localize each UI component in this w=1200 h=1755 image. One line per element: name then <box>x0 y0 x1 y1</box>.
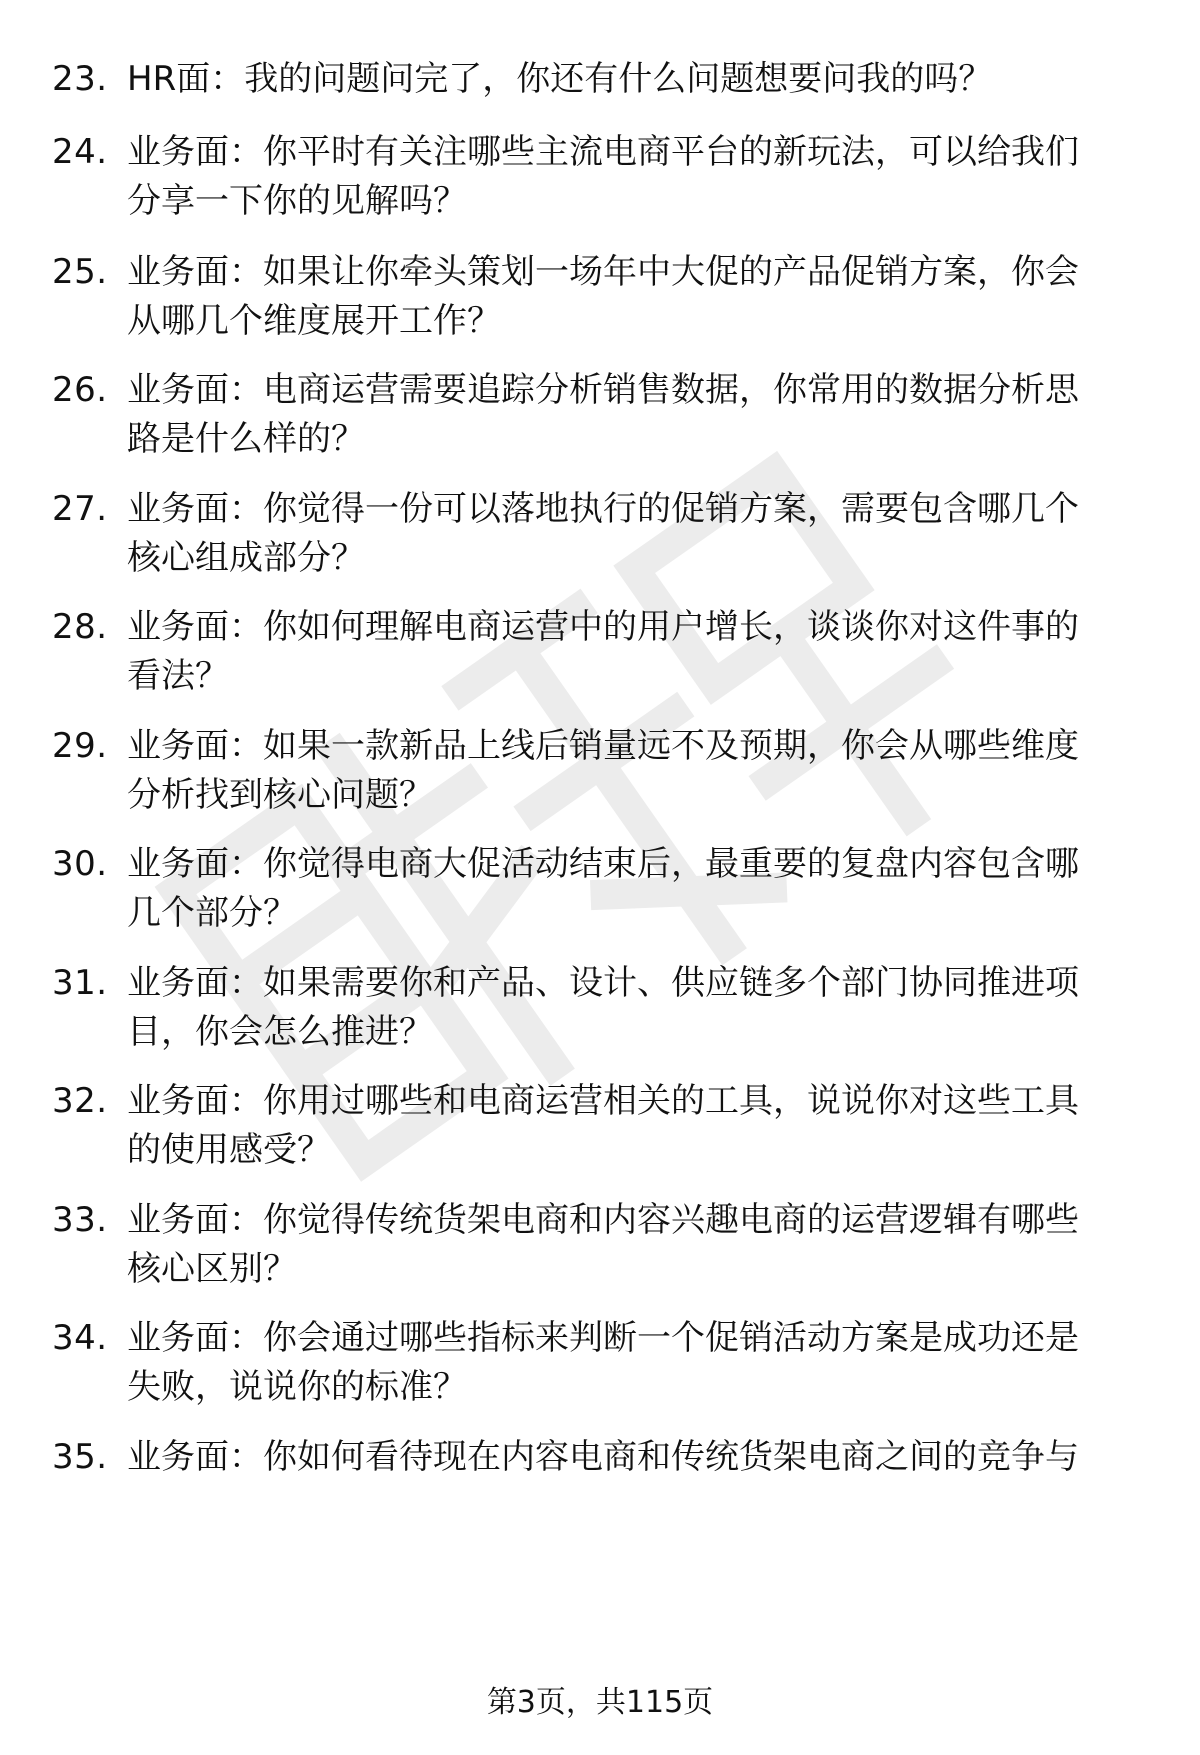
item-number: 30. <box>52 844 108 884</box>
item-number: 35. <box>52 1437 108 1477</box>
item-number: 34. <box>52 1318 108 1358</box>
question-text: 业务面：如果需要你和产品、设计、供应链多个部门协同推进项 目，你会怎么推进？ <box>127 963 1079 1052</box>
question-text: HR面：我的问题问完了，你还有什么问题想要问我的吗？ <box>127 59 993 99</box>
question-text: 业务面：如果一款新品上线后销量远不及预期，你会从哪些维度 分析找到核心问题？ <box>127 726 1079 815</box>
page-footer: 第3页，共115页 <box>486 1685 714 1720</box>
question-text: 业务面：你觉得传统货架电商和内容兴趣电商的运营逻辑有哪些 核心区别？ <box>127 1200 1079 1289</box>
item-number: 27. <box>52 489 108 529</box>
question-text: 业务面：你如何理解电商运营中的用户增长，谈谈你对这件事的 看法？ <box>127 607 1079 696</box>
question-text: 业务面：你平时有关注哪些主流电商平台的新玩法，可以给我们 分享一下你的见解吗？ <box>127 132 1079 221</box>
question-text: 业务面：如果让你牵头策划一场年中大促的产品促销方案，你会 从哪几个维度展开工作？ <box>127 252 1079 341</box>
item-number: 25. <box>52 252 108 292</box>
item-number: 32. <box>52 1081 108 1121</box>
item-number: 23. <box>52 59 108 99</box>
item-number: 29. <box>52 726 108 766</box>
question-text: 业务面：你觉得一份可以落地执行的促销方案，需要包含哪几个 核心组成部分？ <box>127 489 1079 578</box>
item-number: 33. <box>52 1200 108 1240</box>
question-text: 业务面：你会通过哪些指标来判断一个促销活动方案是成功还是 失败，说说你的标准？ <box>127 1318 1079 1407</box>
question-text: 业务面：你觉得电商大促活动结束后，最重要的复盘内容包含哪 几个部分？ <box>127 844 1079 933</box>
item-number: 24. <box>52 132 108 172</box>
item-number: 28. <box>52 607 108 647</box>
item-number: 31. <box>52 963 108 1003</box>
item-number: 26. <box>52 370 108 410</box>
question-text: 业务面：你如何看待现在内容电商和传统货架电商之间的竞争与 <box>127 1437 1079 1477</box>
question-text: 业务面：你用过哪些和电商运营相关的工具，说说你对这些工具 的使用感受？ <box>127 1081 1079 1170</box>
question-text: 业务面：电商运营需要追踪分析销售数据，你常用的数据分析思 路是什么样的？ <box>127 370 1079 459</box>
